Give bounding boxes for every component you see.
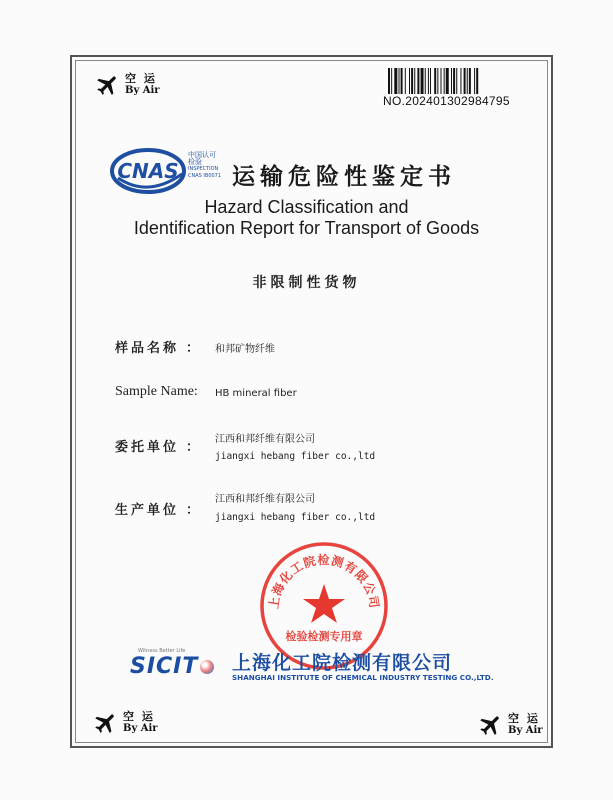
serial-number: NO.202401302984795 (383, 94, 510, 108)
document-title-en-line2: Identification Report for Transport of Goods (133, 218, 480, 238)
barcode-bar (391, 68, 392, 94)
barcode-bar (405, 68, 406, 94)
barcode-bar (425, 68, 426, 94)
barcode-bar (460, 68, 461, 94)
barcode-bar (469, 68, 471, 94)
barcode-bar (441, 68, 442, 94)
seal-bottom-text: 检验检测专用章 (285, 630, 363, 643)
colon: ： (186, 341, 200, 356)
barcode-bar (388, 68, 390, 94)
barcode-bar (453, 68, 455, 94)
barcode-bar (421, 68, 424, 94)
cnas-logo-text: CNAS (117, 159, 179, 183)
air-transport-mark-top-left (95, 72, 160, 98)
document-title-cn: 运输危险性鉴定书 (232, 163, 456, 190)
cnas-side-en2: CNAS IB0071 (188, 173, 222, 179)
barcode-bar (417, 68, 419, 94)
barcode-bar (401, 68, 403, 94)
barcode-bar (399, 68, 400, 94)
cnas-accreditation-text (188, 152, 234, 180)
air-mark-cn: 空 运 (123, 710, 155, 723)
barcode-bar (456, 68, 457, 94)
barcode-bar (394, 68, 397, 94)
barcode-bar (474, 68, 475, 94)
sample-name-en-value: HB mineral fiber (215, 388, 297, 399)
barcode-bar (414, 68, 415, 94)
seal-top-text: 上海化工院检测有限公司 (266, 553, 382, 610)
air-mark-en: By Air (508, 725, 543, 736)
issuer-name-cn: 上海化工院检测有限公司 (232, 652, 453, 674)
barcode-bar (476, 68, 478, 94)
barcode-bar (411, 68, 413, 94)
air-mark-en: By Air (123, 723, 158, 734)
airplane-icon (95, 72, 121, 98)
air-mark-en: By Air (125, 85, 160, 96)
colon: ： (186, 440, 200, 455)
document-title-en-line1: Hazard Classification and (204, 197, 409, 217)
classification-result: 非限制性货物 (252, 275, 361, 291)
sicit-logo-text: SICIT (130, 654, 199, 679)
airplane-icon (93, 710, 119, 736)
sicit-slogan: Witness Better Life (138, 648, 186, 654)
cnas-side-cn: 中国认可 (188, 151, 216, 159)
barcode-bar (409, 68, 410, 94)
producer-label: 生产单位 (115, 503, 180, 518)
cnas-side-en1: INSPECTION (188, 166, 219, 172)
air-mark-cn: 空 运 (125, 72, 157, 85)
barcode-bar (430, 68, 431, 94)
barcode-bar (446, 68, 449, 94)
barcode-bar (464, 68, 466, 94)
client-name-en: jiangxi hebang fiber co.,ltd (215, 451, 376, 462)
air-transport-mark-bottom-left (93, 710, 158, 736)
colon: ： (186, 503, 200, 518)
producer-name-en: jiangxi hebang fiber co.,ltd (215, 512, 376, 523)
sample-name-en-label: Sample Name: (115, 384, 198, 399)
sicit-globe-icon (200, 660, 214, 674)
client-label: 委托单位 (115, 440, 180, 455)
barcode-bar (451, 68, 452, 94)
sicit-logo (130, 648, 214, 679)
barcode-bar (437, 68, 438, 94)
barcode-bar (428, 68, 429, 94)
cnas-side-cn2: 检验 (188, 158, 202, 166)
client-name-cn: 江西和邦纤维有限公司 (215, 434, 315, 445)
air-mark-cn: 空 运 (508, 712, 540, 725)
cnas-logo (110, 148, 190, 194)
issuer-name-en: SHANGHAI INSTITUTE OF CHEMICAL INDUSTRY TESTING CO.,LTD. (232, 673, 494, 682)
barcode (388, 68, 530, 94)
air-transport-mark-bottom-right (478, 712, 543, 738)
producer-name-cn: 江西和邦纤维有限公司 (215, 494, 315, 505)
barcode-bar (467, 68, 468, 94)
seal-star-icon (303, 584, 345, 623)
barcode-bar (434, 68, 436, 94)
barcode-bar (444, 68, 445, 94)
sample-name-cn-value: 和邦矿物纤维 (215, 344, 275, 355)
sample-name-cn-label: 样品名称 (115, 341, 180, 356)
airplane-icon (478, 712, 504, 738)
